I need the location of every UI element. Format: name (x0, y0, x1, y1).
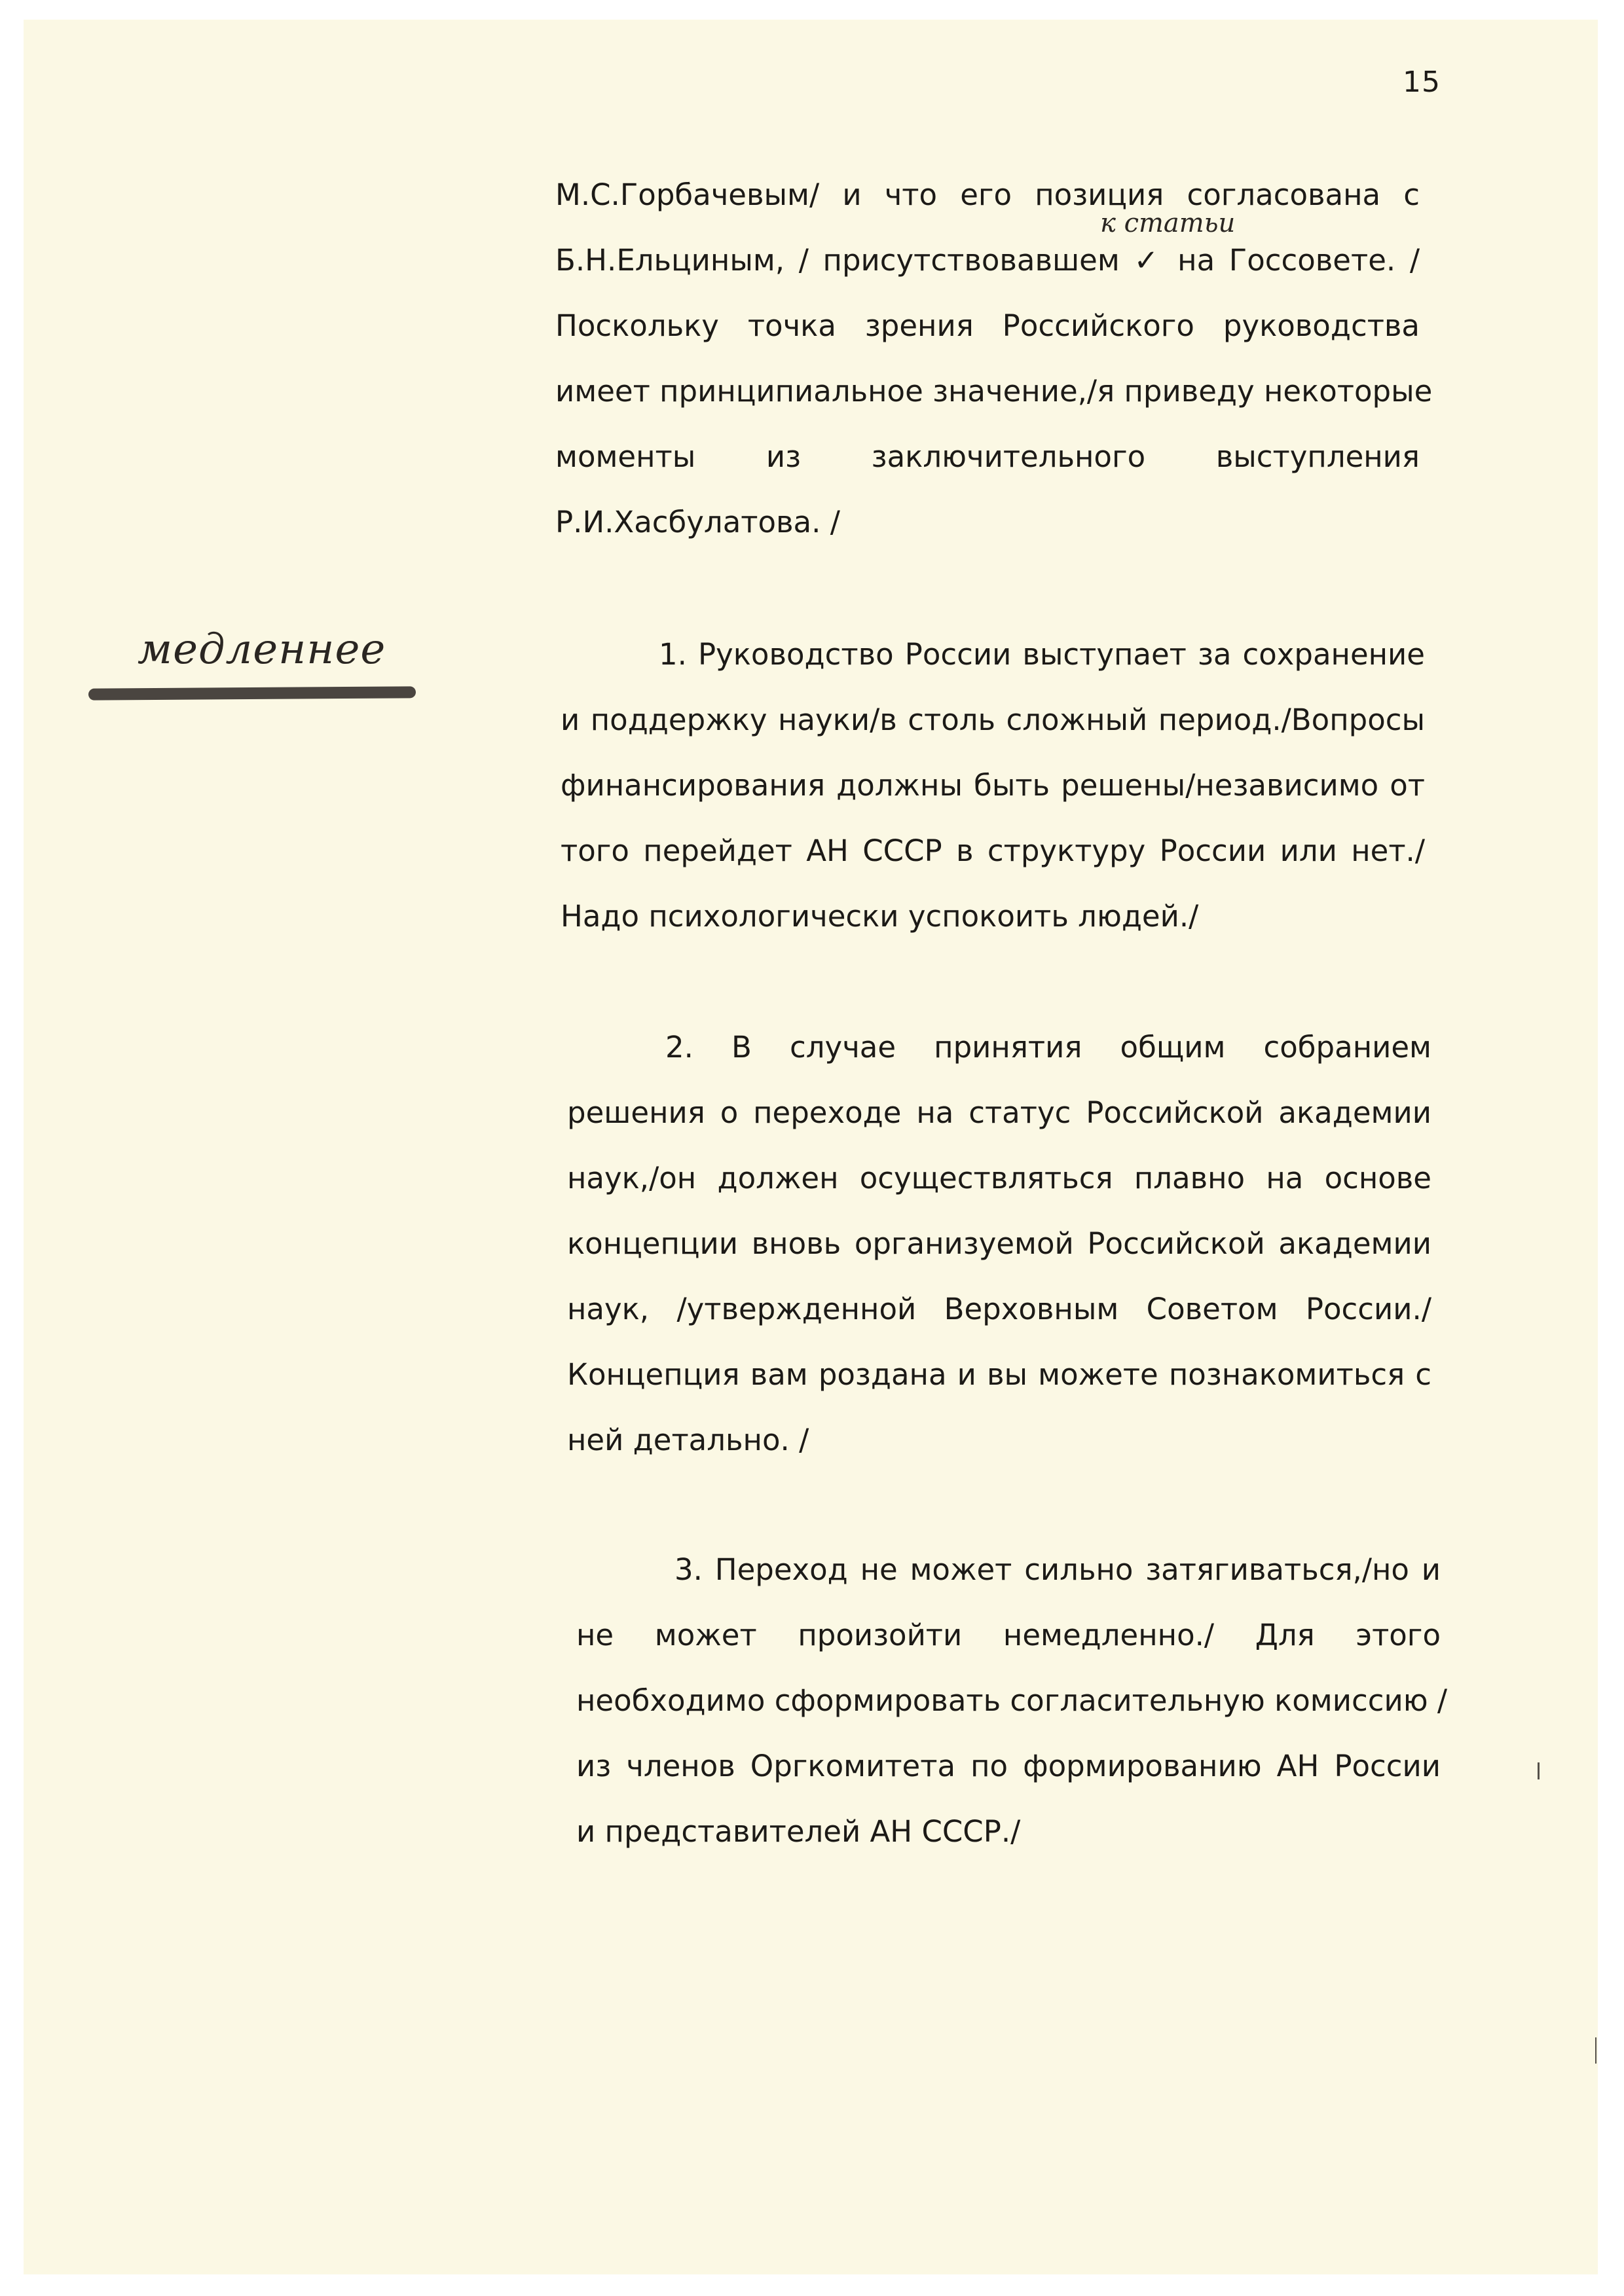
text-line: не может произойти немедленно./ Для этого (576, 1618, 1441, 1652)
stray-mark (1595, 2037, 1596, 2064)
text-line: ней детально. / (567, 1423, 809, 1457)
text-line: и поддержку науки/в столь сложный период./Вопросы (561, 702, 1425, 737)
paragraph-point-2 (567, 1015, 1431, 1473)
text-line: решения о переходе на статус Российской академии (567, 1095, 1431, 1130)
text-line: моменты из заключительного выступления (555, 439, 1420, 474)
text-line: необходимо сформировать согласительную комиссию / (576, 1683, 1448, 1718)
stray-mark (1538, 1762, 1540, 1779)
text-line: наук, /утвержденной Верховным Советом России./ (567, 1292, 1431, 1326)
text-line: имеет принципиальное значение,/я приведу некоторые (555, 374, 1433, 409)
text-line: финансирования должны быть решены/независимо от (561, 768, 1425, 803)
text-line: наук,/он должен осуществляться плавно на основе (567, 1161, 1431, 1195)
paragraph-point-3 (576, 1537, 1448, 1865)
text-line: Р.И.Хасбулатова. / (555, 505, 840, 539)
text-line: Концепция вам роздана и вы можете познакомиться с (567, 1357, 1431, 1392)
text-line: Б.Н.Ельциным, / присутствовавшем ✓ на Госсовете. / (555, 243, 1420, 278)
text-line: из членов Оргкомитета по формированию АН России (576, 1749, 1441, 1783)
margin-note-underline (88, 686, 416, 700)
paragraph-intro (555, 162, 1433, 555)
text-line: Надо психологически успокоить людей./ (561, 899, 1199, 934)
page-number: 15 (1403, 65, 1441, 99)
text-line: 3. Переход не может сильно затягиваться,/но и (674, 1552, 1441, 1587)
text-line: концепции вновь организуемой Российской академии (567, 1226, 1431, 1261)
text-line: Поскольку точка зрения Российского руководства (555, 308, 1420, 343)
margin-note: медленнее (138, 625, 386, 674)
text-line: 2. В случае принятия общим собранием (665, 1030, 1431, 1065)
handwritten-insert: к статьи (1100, 208, 1236, 238)
paragraph-point-1 (561, 622, 1425, 949)
text-line: того перейдет АН СССР в структуру России или нет./ (561, 833, 1425, 868)
text-line: 1. Руководство России выступает за сохранение (659, 637, 1425, 672)
text-line: М.С.Горбачевым/ и что его позиция согласована с (555, 177, 1420, 212)
text-line: и представителей АН СССР./ (576, 1814, 1021, 1849)
